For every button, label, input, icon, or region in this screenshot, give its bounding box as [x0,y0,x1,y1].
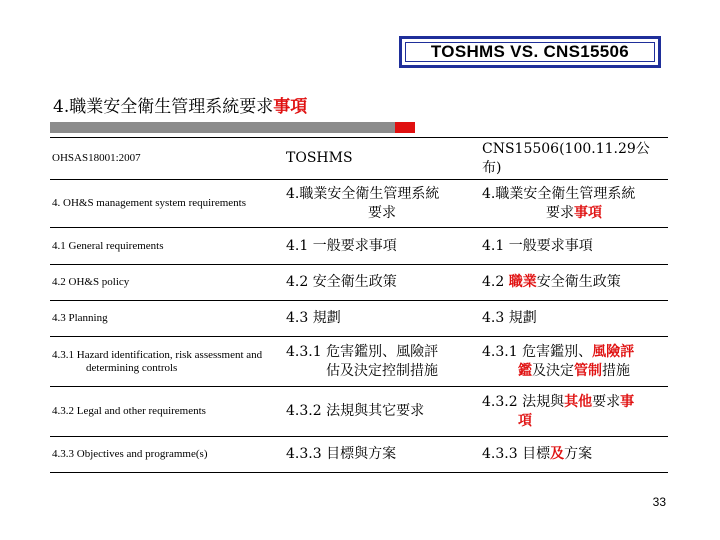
cell-text: 要求 [546,204,574,221]
cell-toshms: 4.3 規劃 [284,301,480,337]
heading-underline-red [395,122,415,133]
cell-cns [480,265,668,301]
cell-text: 及決定 [532,362,574,379]
table-header-row [50,138,668,180]
cell-cns: 4.1 一般要求事項 [480,228,668,265]
cell-ohsas: 4.3.2 Legal and other requirements [50,387,284,437]
cell-ohsas: 4.1 General requirements [50,228,284,265]
cell-text-red: 項 [518,412,532,429]
cell-text: 4.2 [482,274,509,290]
table-row [50,265,668,301]
table-row [50,228,668,265]
cell-text: 4.3.3 目標 [482,446,551,462]
cell-text: 措施 [602,362,630,379]
cell-line: 4.3.1 危害鑑別、風險評 [286,343,439,360]
cell-text: 4.3.1 危害鑑別、 [482,343,593,360]
page-number: 33 [652,495,666,509]
cell-cns: 4.3 規劃 [480,301,668,337]
cell-line: determining controls [86,361,178,374]
cell-toshms: 4.1 一般要求事項 [284,228,480,265]
cell-toshms: 4.3.2 法規與其它要求 [284,387,480,437]
cell-text-red: 管制 [574,362,602,379]
comparison-table [50,137,668,473]
cell-text-red: 職業 [508,274,537,290]
cell-line [482,204,666,223]
cell-line [482,344,634,360]
cell-cns [480,387,668,437]
cell-toshms: 4.3.3 目標與方案 [284,437,480,473]
cell-text: 安全衛生政策 [536,274,621,290]
cell-toshms [284,337,480,387]
cell-line: 4.3.1 Hazard identification, risk assessment and [52,348,263,361]
cell-cns [480,437,668,473]
cell-cns [480,180,668,228]
cell-cns [480,337,668,387]
section-heading-plain: 4.職業安全衛生管理系統要求 [53,97,274,117]
table-row [50,180,668,228]
table-row [50,387,668,437]
cell-line: 4.職業安全衛生管理系統 [482,185,636,202]
cell-text-red: 事項 [574,204,602,221]
cell-toshms: 4.2 安全衛生政策 [284,265,480,301]
slide-title-box [399,36,661,68]
cell-text-red: 及 [550,446,565,462]
cell-ohsas: 4.3 Planning [50,301,284,337]
cell-ohsas [50,337,284,387]
header-cns: CNS15506(100.11.29公布) [480,138,668,180]
header-toshms: TOSHMS [284,138,480,180]
cell-line [482,394,634,410]
cell-line: 4.職業安全衛生管理系統 [286,185,440,202]
slide-title: TOSHMS VS. CNS15506 [430,42,630,61]
cell-text: 4.3.2 法規與 [482,393,565,410]
table-row [50,337,668,387]
cell-text-red: 風險評 [592,343,635,360]
header-ohsas: OHSAS18001:2007 [50,138,284,180]
section-heading-red: 事項 [273,97,308,117]
cell-ohsas: 4.2 OH&S policy [50,265,284,301]
cell-text: 方案 [564,446,593,462]
cell-text-red: 其他 [564,393,593,410]
cell-ohsas: 4. OH&S management system requirements [50,180,284,228]
section-heading [53,92,307,117]
heading-underline-gray [50,122,395,133]
cell-line: 估及決定控制措施 [326,362,438,379]
cell-text: 要求 [592,393,621,410]
table-row [50,301,668,337]
cell-text-red: 事 [620,393,635,410]
cell-toshms [284,180,480,228]
table-row [50,437,668,473]
cell-line: 要求 [368,204,396,221]
cell-text-red: 鑑 [518,362,532,379]
cell-ohsas: 4.3.3 Objectives and programme(s) [50,437,284,473]
cell-line [482,362,666,381]
